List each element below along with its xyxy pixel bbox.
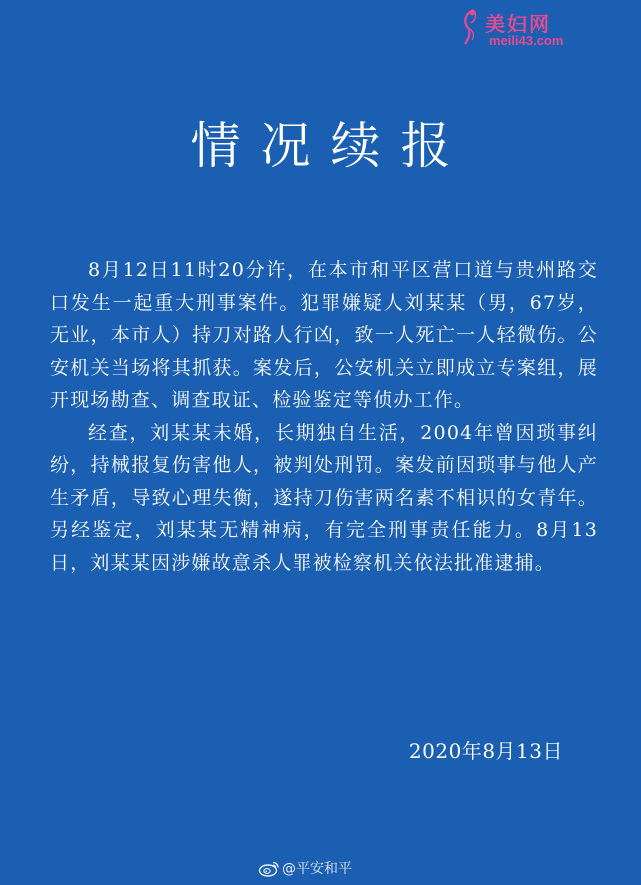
weibo-icon [258,859,280,877]
notice-title: 情况续报 [190,117,471,175]
watermark [459,6,629,52]
weibo-signature[interactable] [258,857,352,879]
paragraph-1: 8月12日11时20分许，在本市和平区营口道与贵州路交口发生一起重大刑事案件。犯罪嫌疑人刘某某（男，67岁，无业，本市人）持刀对路人行凶，致一人死亡一人轻微伤。公安机关当场将其抓获。案发后，公安机关立即成立专案组，展开现场勘查、调查取证、检验鉴定等侦办工作。 [50,259,598,411]
paragraph-2: 经查，刘某某未婚，长期独自生活，2004年曾因琐事纠纷，持械报复伤害他人，被判处刑罚。案发前因琐事与他人产生矛盾，导致心理失衡，遂持刀伤害两名素不相识的女青年。另经鉴定，刘某某无精神病，有完全刑事责任能力。8月13日，刘某某因涉嫌故意杀人罪被检察机关依法批准逮捕。 [50,421,598,574]
feather-woman-logo-icon [459,8,481,48]
notice-date: 2020年8月13日 [408,739,563,763]
watermark-title: 美妇网 [485,12,551,36]
notice-body [50,254,598,579]
signature-handle: @平安和平 [282,861,352,877]
watermark-url: meili43.com [489,33,564,48]
